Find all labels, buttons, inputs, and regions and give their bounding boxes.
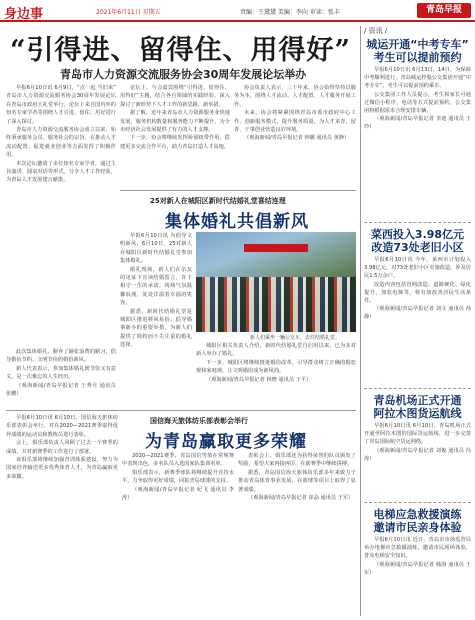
issue-date: 2021年6月11日 星期五 xyxy=(96,9,161,16)
paragraph: 2020—2021赛季，青岛国信男篮在常规赛中表现出色，多名队员入选国家队集训名单。 xyxy=(122,453,234,468)
brief-item xyxy=(364,228,471,386)
paragraph: 婚礼现场，新人们在亲友的见证下宣读结婚誓言，许下相守一生的承诺。现场气氛温馨浪漫，处处洋溢着幸福的笑容。 xyxy=(120,266,192,307)
honor-column-2 xyxy=(122,452,234,614)
brief-body xyxy=(364,536,471,616)
paragraph: 下一步，协会将继续发挥桥梁纽带作用，搭建更多交流合作平台，助力青岛打造人才高地。 xyxy=(120,135,230,150)
paragraph: 早报6月10日讯 6月13日、14日，为保障中考顺利进行，青岛城运控股公交集团开通“中考专车”，考生可以提前预约乘车。 xyxy=(364,67,471,90)
brief-body xyxy=(364,422,471,502)
paragraph: 早报6月10日讯 今年，莱西市计划投入3.98亿元，对73处老旧小区实施改造，涉及居民1.5万余户。 xyxy=(364,257,471,280)
paragraph: 会上，俱乐部负责人回顾了过去一个赛季的成绩，并对新赛季的工作进行了部署。 xyxy=(6,440,118,455)
paragraph: （观海新闻/青岛早报记者 崔晶 通讯员 王军） xyxy=(248,495,354,502)
editor-credits: 责编：王黛黛 美编：李向 审读：张丰 xyxy=(240,9,340,16)
paragraph: 青岛市人力资源交流服务协会成立以来，始终秉承服务会员、服务社会的宗旨，在推动人才流动配置、促进就业创业等方面发挥了积极作用。 xyxy=(6,127,116,159)
paragraph: 表彰会上，俱乐部还为获得荣誉的队员颁发了奖励，希望大家再接再厉，在新赛季中继续拼搏。 xyxy=(238,453,356,468)
brief-item xyxy=(364,38,471,190)
brief-headline: 菜西投入3.98亿元 改造73处老旧小区 xyxy=(370,228,465,254)
paragraph: 据了解，近年来青岛市人力资源服务业快速发展，服务机构数量和服务能力不断提升，为全市经济社会发展提供了有力的人才支撑。 xyxy=(120,110,230,134)
brief-divider xyxy=(364,222,471,223)
bus-column-2 xyxy=(6,348,116,404)
page-header xyxy=(0,0,475,22)
paragraph: 城阳区相关负责人介绍，新时代结婚礼堂自启用以来，已为多对新人举办了婚礼。 xyxy=(196,343,356,358)
paragraph: 新人代表表示，参加集体婚礼既节俭又有意义，是一次难忘的人生经历。 xyxy=(6,365,116,381)
paragraph: 早报6月10日讯 6月10日，国信海天旅体纺乐部表彰会举行，对在2020—2021赛季取得优异成绩的运动员和教练员进行表彰。 xyxy=(6,415,118,438)
lead-subhead: 青岛市人力资源交流服务协会30周年发展论坛举办 xyxy=(60,68,307,81)
paragraph: 早报6月10日讯 6月10日，青岛机场正式开通至阿拉木图的国际货运航线，进一步完善了青岛国际航空货运网络。 xyxy=(364,423,471,446)
honor-column-1 xyxy=(6,414,118,614)
brief-body xyxy=(364,66,471,190)
bus-column-1 xyxy=(120,232,192,352)
bus-column-3 xyxy=(196,342,356,404)
paragraph: 公交集团工作人员提示，考生和家长可通过微信小程序、电话等方式提前预约，公交集团将根据需求合理安排车辆。 xyxy=(364,91,471,115)
paragraph: （观海新闻/青岛早报记者 刘文 通讯员 孙静） xyxy=(364,306,471,321)
paragraph: （观海新闻/青岛早报记者 钟璐 通讯员 黄静） xyxy=(244,135,350,142)
paragraph: 下一步，城阳区将继续推进婚俗改革，引导群众树立正确的婚恋观和家庭观，让文明婚俗成为新风尚。 xyxy=(196,359,356,375)
lead-column-1 xyxy=(6,84,116,346)
section-name: 身边事 xyxy=(4,7,44,22)
paragraph: 据悉，新时代结婚礼堂是城阳区推进移风易俗、倡导婚事新办的重要举措，为新人们提供了简约而不失庄重的婚礼选择。 xyxy=(120,308,192,349)
paragraph: 据悉，青岛国信海天旅体纺乐部多年来致力于推动青岛体育事业发展，在篮球等项目上取得了显著成绩。 xyxy=(238,469,356,493)
newspaper-logo: 青岛早报 xyxy=(417,3,471,18)
honor-story-headline: 为青岛赢取更多荣耀 xyxy=(145,432,307,452)
paragraph: （观海新闻/青岛早报记者 林晓 通讯员 王平） xyxy=(206,376,312,383)
lead-headline: “引得进、留得住、用得好” xyxy=(10,35,352,66)
section-divider xyxy=(6,410,356,411)
paragraph: 未来，协会将紧紧围绕青岛市委市政府中心工作，创新服务模式，提升服务质量，为人才来青、留青、干事创业营造良好环境。 xyxy=(234,110,356,134)
paragraph: 协会负责人表示，三十年来，协会始终坚持以服务为本，围绕人才流动、人才配置、人才服务开展工作。 xyxy=(234,85,356,108)
honor-story-subhead: 国信海天旅体纺乐部表彰会举行 xyxy=(150,417,248,425)
brief-headline: 电梯应急救援演练 邀请市民亲身体验 xyxy=(373,508,462,534)
brief-headline: 青岛机场正式开通 阿拉木图货运航线 xyxy=(373,394,462,420)
bus-photo xyxy=(196,232,356,332)
bus-story-subhead: 25对新人在城阳区新时代结婚礼堂喜结连理 xyxy=(150,197,286,205)
paragraph: 早报6月10日讯 为倡导文明新风，6月10日，25对新人在城阳区新时代结婚礼堂参加集体婚礼。 xyxy=(120,233,192,265)
paragraph: 俱乐部表示，新赛季球队将继续提升竞技水平，力争取得更好成绩，回报青岛球迷的支持。 xyxy=(122,469,234,485)
paragraph: （观海新闻/青岛早报记者 刘俊 通讯员 冯涛） xyxy=(364,447,471,462)
section-divider xyxy=(120,190,356,191)
brief-item xyxy=(364,508,471,616)
paragraph: （观海新闻/青岛早报记者 李迪 通讯员 王玲） xyxy=(364,116,471,131)
photo-banner xyxy=(244,244,308,252)
paragraph: 论坛上，与会嘉宾围绕“引得进、留得住、用得好”主题，结合各自领域的实践经验，深入探讨了新形势下人才工作的新思路、新举措。 xyxy=(120,85,230,108)
bus-story-headline: 集体婚礼共倡新风 xyxy=(165,212,309,232)
paragraph: 该俱乐部将继续加强青训体系建设，努力为国家培养输送更多优秀体育人才，为青岛赢取更多荣耀。 xyxy=(6,457,118,480)
section-tag: / 资讯 / xyxy=(364,27,388,35)
brief-body xyxy=(364,256,471,386)
paragraph: （观海新闻/青岛早报记者 王秀月 通讯员 张鹏） xyxy=(6,382,116,398)
photo-caption: 新人们乘坐一辆公交车，去往结婚礼堂。 xyxy=(250,335,341,341)
paragraph: 早报6月10日讯 近日，青岛市市场监管局举办电梯应急救援演练，邀请市民现场体验，普及电梯安全知识。 xyxy=(364,537,471,560)
paragraph: （观海新闻/青岛早报记者 纪飞 通讯员 李涛） xyxy=(122,486,234,502)
brief-divider xyxy=(364,388,471,389)
brief-headline: 城运开通“中考专车” 考生可以提前预约 xyxy=(366,38,469,64)
paragraph: 改造内容包括管网改造、道路硬化、绿化提升、加装电梯等，将有效改善居民生活条件。 xyxy=(364,281,471,305)
brief-item xyxy=(364,394,471,502)
column-divider xyxy=(360,26,361,616)
paragraph: 此次集体婚礼，摒弃了铺张浪费的陋习，倡导勤俭节约、文明节俭的婚俗新风。 xyxy=(6,349,116,364)
photo-crowd xyxy=(196,277,356,332)
paragraph: 本次论坛邀请了多位知名专家学者，通过主旨演讲、圆桌对话等形式，分享人才工作经验，为青岛人才发展建言献策。 xyxy=(6,160,116,184)
honor-column-3 xyxy=(238,452,356,614)
paragraph: 早报6月10日讯 6月9日，“点一起 当旧来” 青岛市人力资源交流服务协会30周年发展论坛在青岛市政府大礼堂举行。论坛上来自国内外的知名专家学者等围绕人才引进、留住、用好进行了深入探讨。 xyxy=(6,85,116,125)
paragraph: （观海新闻/青岛早报记者 韩海 通讯员 王军） xyxy=(364,561,471,576)
brief-divider xyxy=(364,502,471,503)
lead-column-3 xyxy=(234,84,356,184)
lead-column-2 xyxy=(120,84,230,184)
